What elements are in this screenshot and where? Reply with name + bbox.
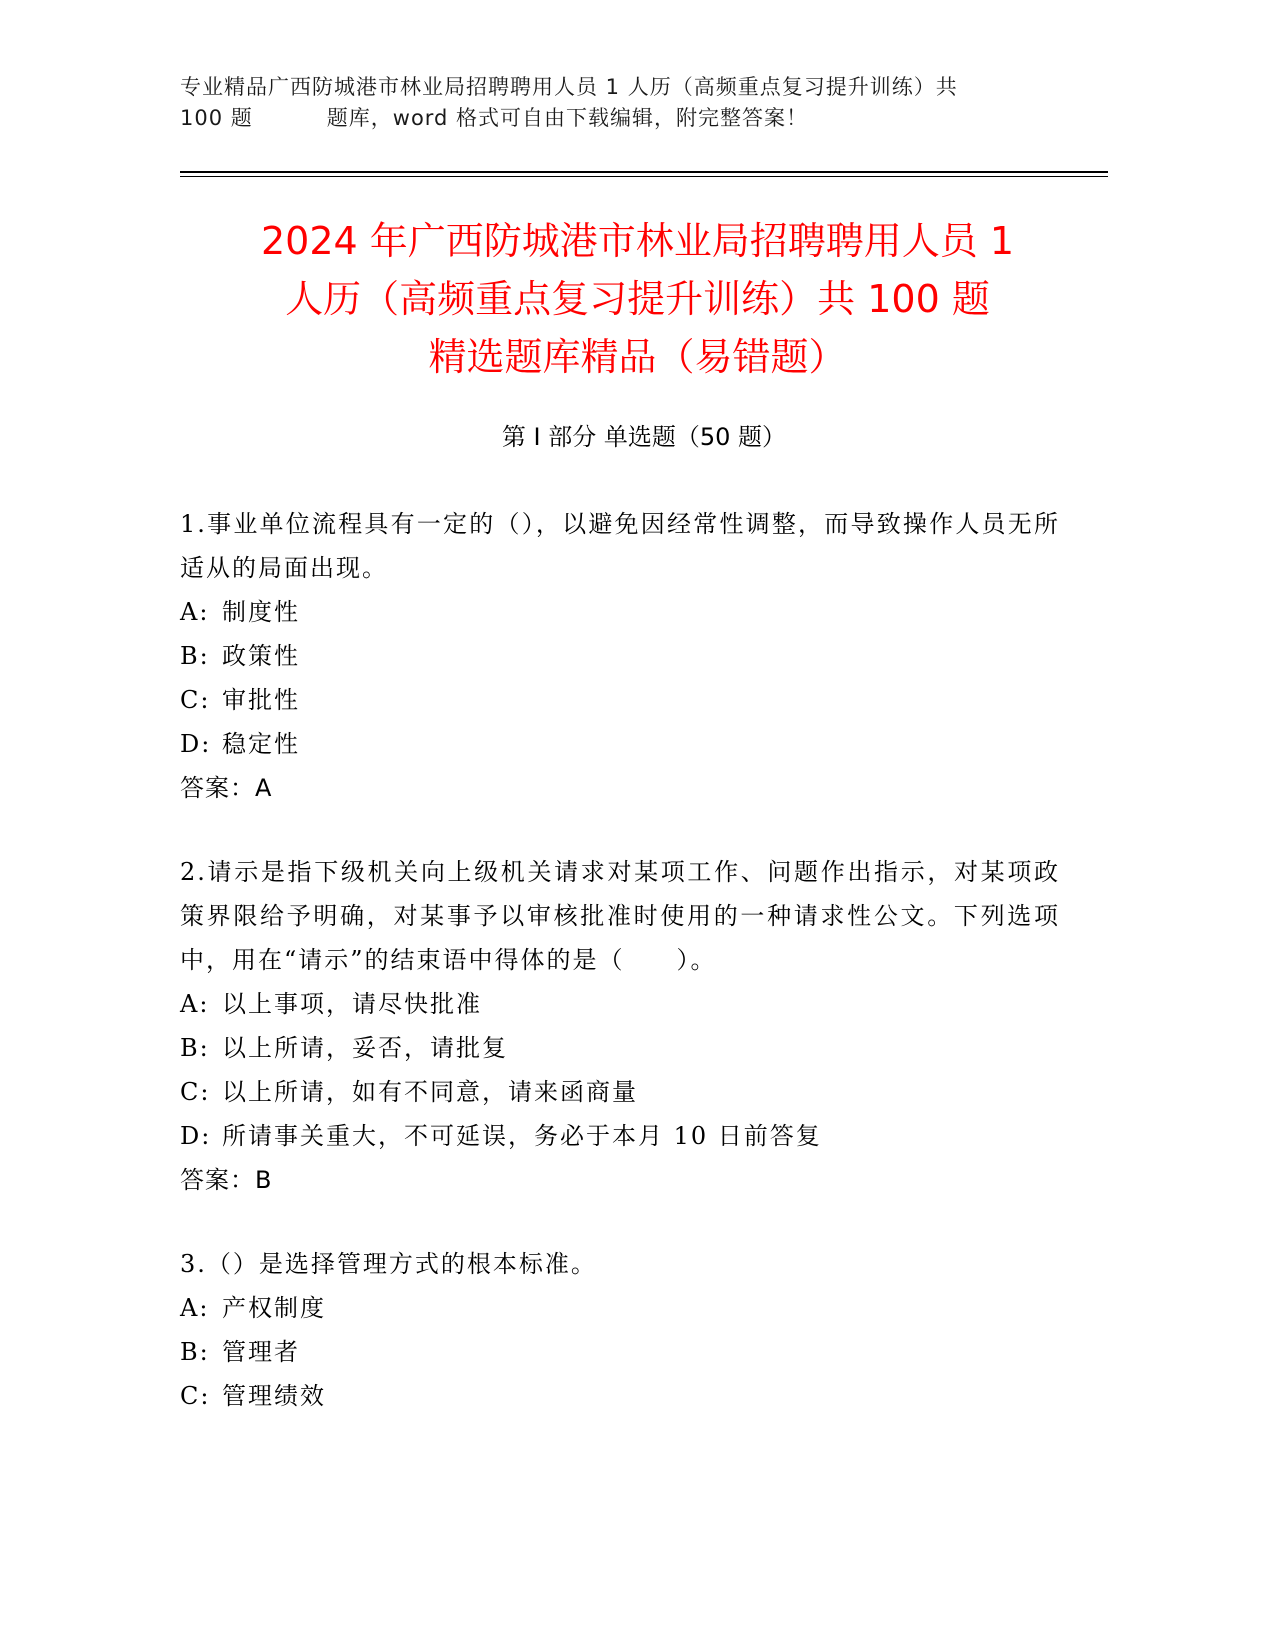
option-letter: C: <box>180 686 211 714</box>
option-text: 制度性 <box>222 598 300 626</box>
answer: 答案：A <box>180 774 273 802</box>
option-letter: B: <box>180 642 210 670</box>
option-a <box>180 982 1060 1026</box>
option-d <box>180 722 1060 766</box>
option-text: 审批性 <box>222 686 300 714</box>
header-line-2-right: 题库，word 格式可自由下载编辑，附完整答案！ <box>326 106 809 130</box>
header-line-2 <box>180 103 1060 134</box>
option-letter: B: <box>180 1034 210 1062</box>
option-letter: A: <box>180 1294 210 1322</box>
option-letter: A: <box>180 598 210 626</box>
question-2 <box>180 850 1060 1202</box>
header-line-2-left: 100 题 <box>180 106 253 130</box>
question-stem: 1.事业单位流程具有一定的（），以避免因经常性调整，而导致操作人员无所适从的局面出现。 <box>180 510 1060 582</box>
question-1 <box>180 502 1060 810</box>
title-line-3: 精选题库精品（易错题） <box>428 335 847 379</box>
option-d <box>180 1114 1060 1158</box>
option-c <box>180 678 1060 722</box>
header-rule-thick <box>180 171 1108 173</box>
option-letter: D: <box>180 730 212 758</box>
question-stem: 3.（）是选择管理方式的根本标准。 <box>180 1250 597 1278</box>
option-text: 所请事关重大，不可延误，务必于本月 10 日前答复 <box>222 1122 822 1150</box>
option-text: 以上事项，请尽快批准 <box>222 990 482 1018</box>
option-letter: A: <box>180 990 210 1018</box>
option-text: 以上所请，如有不同意，请来函商量 <box>222 1078 638 1106</box>
option-letter: B: <box>180 1338 210 1366</box>
option-letter: D: <box>180 1122 212 1150</box>
option-text: 以上所请，妥否，请批复 <box>222 1034 508 1062</box>
option-c <box>180 1374 1060 1418</box>
answer: 答案：B <box>180 1166 273 1194</box>
title-line-2: 人历（高频重点复习提升训练）共 100 题 <box>285 277 990 321</box>
option-text: 管理者 <box>222 1338 300 1366</box>
option-text: 管理绩效 <box>222 1382 326 1410</box>
option-a <box>180 590 1060 634</box>
header-rule-thin <box>180 176 1108 177</box>
title-line-1: 2024 年广西防城港市林业局招聘聘用人员 1 <box>260 219 1015 263</box>
header-line-1: 专业精品广西防城港市林业局招聘聘用人员 1 人历（高频重点复习提升训练）共 <box>180 75 958 99</box>
option-a <box>180 1286 1060 1330</box>
option-text: 产权制度 <box>222 1294 326 1322</box>
question-list <box>180 502 1060 1458</box>
option-b <box>180 1330 1060 1374</box>
page-header <box>180 72 1060 134</box>
option-b <box>180 634 1060 678</box>
option-c <box>180 1070 1060 1114</box>
option-letter: C: <box>180 1382 211 1410</box>
option-b <box>180 1026 1060 1070</box>
option-letter: C: <box>180 1078 211 1106</box>
question-3 <box>180 1242 1060 1418</box>
document-title <box>150 212 1125 386</box>
question-stem: 2.请示是指下级机关向上级机关请求对某项工作、问题作出指示，对某项政策界限给予明确，对某事予以审核批准时使用的一种请求性公文。下列选项中，用在“请示”的结束语中得体的是（ ）。 <box>180 858 1060 974</box>
option-text: 政策性 <box>222 642 300 670</box>
option-text: 稳定性 <box>222 730 300 758</box>
section-title: 第 I 部分 单选题（50 题） <box>501 423 787 451</box>
